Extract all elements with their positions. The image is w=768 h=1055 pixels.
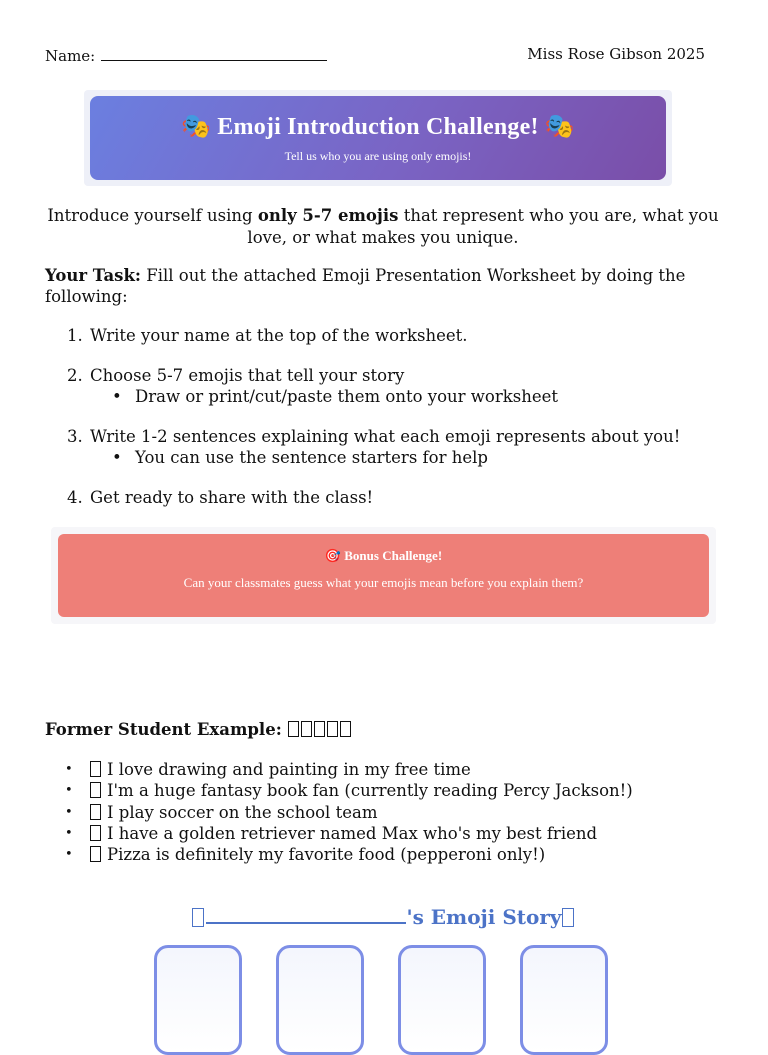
missing-glyph-icon (314, 721, 325, 737)
story-name-blank (206, 904, 406, 924)
step-number: 3. (67, 427, 83, 446)
list-item (45, 823, 735, 844)
example-item-text: Pizza is definitely my favorite food (pepperoni only!) (107, 845, 546, 865)
banner-title: 🎭 Emoji Introduction Challenge! 🎭 (181, 114, 575, 140)
intro-emphasis: only 5-7 emojis (257, 206, 399, 225)
step-number: 2. (67, 366, 83, 385)
missing-emoji-glyphs (288, 720, 353, 739)
step-item (45, 325, 735, 346)
list-item (45, 802, 735, 823)
step-text: Choose 5-7 emojis that tell your story (90, 366, 405, 385)
intro-paragraph (45, 205, 721, 249)
bonus-challenge-inner (58, 534, 709, 617)
title-banner-inner (90, 96, 666, 180)
name-field (45, 45, 327, 65)
step-sub-bullet: • Draw or print/cut/paste them onto your worksheet (90, 386, 735, 407)
name-label: Name: (45, 47, 96, 65)
example-heading-label: Former Student Example: (45, 720, 282, 739)
list-item (45, 759, 735, 780)
list-item (45, 844, 735, 865)
name-blank-line (101, 45, 327, 61)
emoji-drawing-box (276, 945, 364, 1055)
example-item-text: I love drawing and painting in my free time (107, 760, 471, 779)
bonus-challenge-box (51, 527, 716, 624)
title-banner (84, 90, 672, 186)
intro-text-start: Introduce yourself using (47, 206, 258, 225)
missing-glyph-icon (327, 721, 338, 737)
example-item-text: I'm a huge fantasy book fan (currently reading Percy Jackson!) (107, 781, 633, 801)
missing-glyph-icon (301, 721, 312, 737)
step-text: Write your name at the top of the worksheet. (90, 326, 468, 345)
example-list (45, 759, 735, 865)
missing-glyph-icon (90, 761, 101, 777)
header-row (45, 45, 705, 65)
missing-glyph-icon (90, 804, 101, 820)
task-paragraph (45, 265, 721, 307)
example-item-text: I have a golden retriever named Max who's my best friend (107, 823, 598, 843)
bonus-title: 🎯 Bonus Challenge! (324, 548, 443, 563)
missing-glyph-icon (288, 721, 299, 737)
emoji-box-row (154, 945, 624, 1045)
emoji-drawing-box (154, 945, 242, 1055)
missing-glyph-icon (192, 908, 204, 927)
missing-glyph-icon (90, 825, 101, 841)
example-item-text: I play soccer on the school team (107, 802, 378, 822)
story-title-suffix: 's Emoji Story (406, 905, 562, 929)
steps-list (45, 325, 735, 527)
emoji-drawing-box (398, 945, 486, 1055)
teacher-credit: Miss Rose Gibson 2025 (527, 45, 705, 63)
list-item (45, 780, 735, 801)
step-text: Get ready to share with the class! (90, 488, 374, 507)
step-text: Write 1-2 sentences explaining what each emoji represents about you! (90, 427, 681, 446)
step-number: 1. (67, 326, 83, 345)
step-sub-bullet: • You can use the sentence starters for help (90, 447, 735, 468)
emoji-drawing-box (520, 945, 608, 1055)
step-item (45, 365, 735, 407)
bonus-text: Can your classmates guess what your emojis mean before you explain them? (183, 575, 584, 590)
emoji-story-title (0, 904, 768, 929)
banner-subtitle: Tell us who you are using only emojis! (284, 149, 472, 163)
intro-text-end: that represent who you are, what you love, or what makes you unique. (247, 206, 719, 247)
task-text: Fill out the attached Emoji Presentation Worksheet by doing the following: (45, 266, 686, 306)
missing-glyph-icon (90, 782, 101, 798)
step-number: 4. (67, 488, 83, 507)
example-heading (45, 720, 353, 739)
missing-glyph-icon (90, 846, 101, 862)
step-item (45, 426, 735, 468)
missing-glyph-icon (562, 908, 574, 927)
missing-glyph-icon (340, 721, 351, 737)
task-label: Your Task: (45, 266, 141, 285)
step-item (45, 487, 735, 508)
